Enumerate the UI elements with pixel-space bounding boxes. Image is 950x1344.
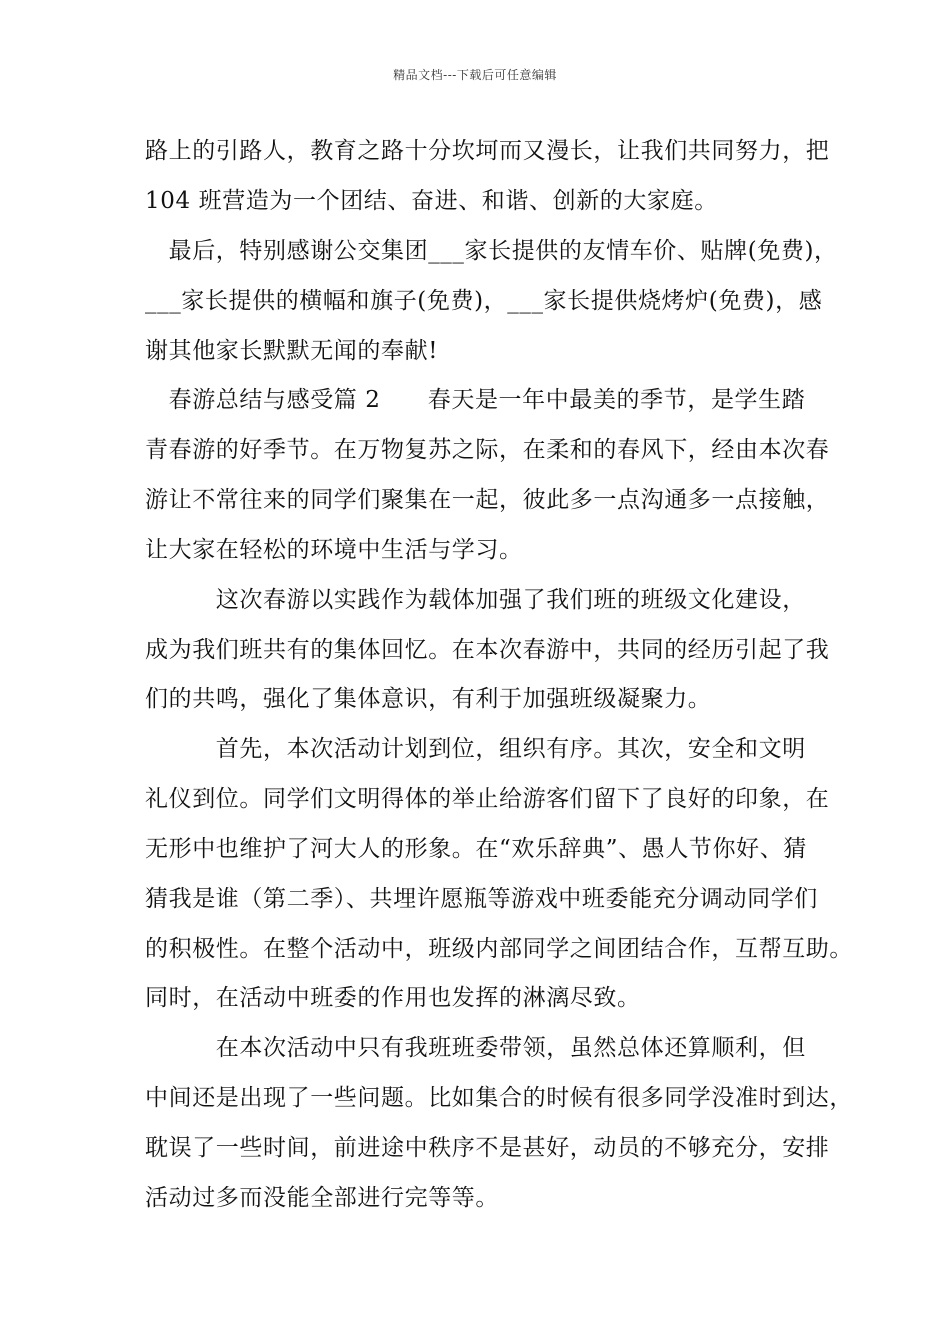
text-line: 耽误了一些时间，前进途中秩序不是甚好，动员的不够充分，安排 bbox=[145, 1135, 830, 1161]
text-line: 最后，特别感谢公交集团___家长提供的友情车价、贴牌(免费)， bbox=[145, 238, 838, 264]
text-line: 青春游的好季节。在万物复苏之际，在柔和的春风下，经由本次春 bbox=[145, 437, 830, 463]
text-line: 同时，在活动中班委的作用也发挥的淋漓尽致。 bbox=[145, 985, 641, 1011]
text-line: 春游总结与感受篇 2 春天是一年中最美的季节，是学生踏 bbox=[145, 387, 806, 413]
text-line: 路上的引路人，教育之路十分坎坷而又漫长，让我们共同努力，把 bbox=[145, 138, 830, 164]
text-line: 在本次活动中只有我班班委带领，虽然总体还算顺利，但 bbox=[145, 1035, 806, 1061]
text-line: 谢其他家长默默无闻的奉献! bbox=[145, 338, 439, 364]
text-line: ___家长提供的横幅和旗子(免费)，___家长提供烧烤炉(免费)，感 bbox=[145, 288, 823, 314]
text-line: 的积极性。在整个活动中，班级内部同学之间团结合作，互帮互助。 bbox=[145, 936, 853, 962]
text-line: 104 班营造为一个团结、奋进、和谐、创新的大家庭。 bbox=[145, 188, 718, 214]
text-line: 成为我们班共有的集体回忆。在本次春游中，共同的经历引起了我 bbox=[145, 637, 830, 663]
text-line: 猜我是谁（第二季）、共埋许愿瓶等游戏中班委能充分调动同学们 bbox=[145, 886, 818, 912]
text-line: 中间还是出现了一些问题。比如集合的时候有很多同学没准时到达， bbox=[145, 1085, 853, 1111]
text-line: 们的共鸣，强化了集体意识，有利于加强班级凝聚力。 bbox=[145, 686, 712, 712]
text-line: 让大家在轻松的环境中生活与学习。 bbox=[145, 537, 523, 563]
page-header: 精品文档---下载后可任意编辑 bbox=[393, 68, 557, 82]
text-line: 游让不常往来的同学们聚集在一起，彼此多一点沟通多一点接触， bbox=[145, 487, 830, 513]
text-line: 无形中也维护了河大人的形象。在“欢乐辞典”、愚人节你好、猜 bbox=[145, 836, 807, 862]
text-line: 这次春游以实践作为载体加强了我们班的班级文化建设， bbox=[145, 587, 806, 613]
text-line: 活动过多而没能全部进行完等等。 bbox=[145, 1185, 499, 1211]
text-line: 首先，本次活动计划到位，组织有序。其次，安全和文明 bbox=[145, 736, 806, 762]
text-line: 礼仪到位。同学们文明得体的举止给游客们留下了良好的印象，在 bbox=[145, 786, 830, 812]
